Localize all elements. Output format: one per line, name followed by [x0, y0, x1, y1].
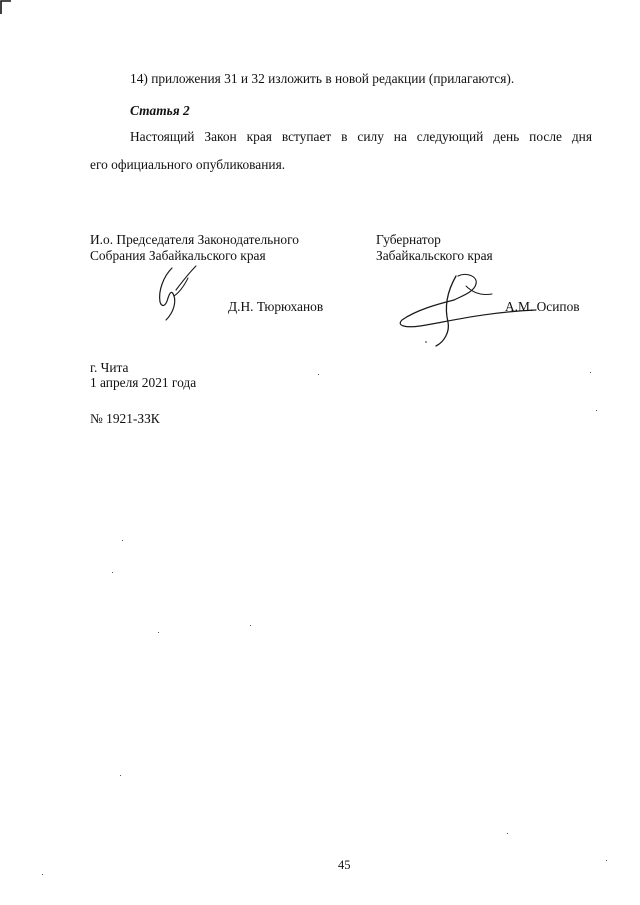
signing-city: г. Чита	[90, 360, 129, 375]
scan-speck	[112, 572, 113, 573]
article-text-line-1: Настоящий Закон края вступает в силу на следующий день после дня	[130, 129, 592, 144]
article-text-line-2: его официального опубликования.	[90, 157, 286, 172]
page-corner-mark	[0, 0, 12, 14]
right-signatory-name: А.М. Осипов	[505, 299, 580, 314]
scan-speck	[158, 632, 159, 633]
left-signatory-title-line-2: Собрания Забайкальского края	[90, 248, 266, 263]
scan-speck	[42, 874, 43, 875]
page-number: 45	[338, 858, 351, 872]
left-signatory-title-line-1: И.о. Председателя Законодательного	[90, 232, 299, 247]
signing-date: 1 апреля 2021 года	[90, 375, 197, 390]
item-14-text: 14) приложения 31 и 32 изложить в новой редакции (прилагаются).	[130, 71, 515, 86]
right-signatory-title	[376, 232, 493, 264]
left-signatory-title	[90, 232, 299, 264]
right-signatory-title-line-2: Забайкальского края	[376, 248, 493, 263]
right-signatory-title-line-1: Губернатор	[376, 232, 441, 247]
scan-speck	[606, 860, 607, 861]
scan-speck	[596, 410, 597, 411]
law-number: № 1921-ЗЗК	[90, 411, 160, 426]
article-heading: Статья 2	[130, 103, 190, 118]
scan-speck	[590, 372, 591, 373]
scan-speck	[507, 833, 508, 834]
left-signature	[150, 262, 200, 324]
scan-speck	[122, 540, 123, 541]
left-signatory-name: Д.Н. Тюрюханов	[228, 299, 324, 314]
scan-speck	[120, 775, 121, 776]
scan-speck	[318, 374, 319, 375]
scan-speck	[250, 625, 251, 626]
